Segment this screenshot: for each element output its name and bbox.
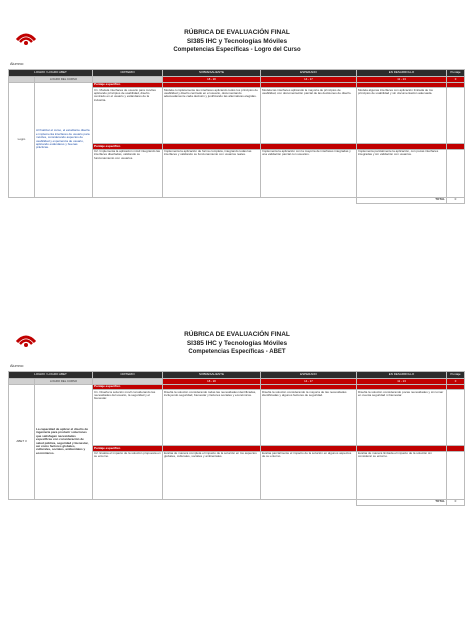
total-label: TOTAL [357, 499, 447, 505]
header-logro: LOGRO / LOGRO ABET [9, 372, 93, 379]
level-sobresaliente: Diseña la solución considerando todas las necesidades identificadas, incluyendo seguridad, bienestar y factores sociales y económicos. [163, 390, 261, 446]
rubric-subtitle: Competencias Específicas - Logro del Curso [173, 47, 301, 53]
total-value: 0 [447, 499, 465, 505]
header-en-desarrollo: EN DESARROLLO [357, 70, 447, 77]
level-sobresaliente: Evalúa de manera completa el impacto de la solución en los aspectos globales, culturales, sociales y ambientales. [163, 451, 261, 499]
rubric-page-2 [8, 318, 466, 618]
rubric-page-1 [8, 16, 466, 316]
header-sobresaliente: SOBRESALIENTE [163, 70, 261, 77]
rubric-table [8, 69, 465, 204]
rubric-title: RÚBRICA DE EVALUACIÓN FINAL [184, 29, 290, 36]
header-criterio: CRITERIO [93, 372, 163, 379]
level-esperado: Modela las interfaces aplicando la mayoría de principios de usabilidad, con documentación parcial de las decisiones de diseño. [261, 88, 357, 144]
criterion-text: C1. Diseña la solución móvil considerando las necesidades del usuario, la seguridad y el bienestar. [93, 390, 163, 446]
range-en-desarrollo: 11 - 13 [357, 379, 447, 385]
level-esperado: Evalúa parcialmente el impacto de la solución en algunos aspectos de su entorno. [261, 451, 357, 499]
level-esperado: Diseña la solución considerando la mayoría de las necesidades identificadas y algunos factores de seguridad. [261, 390, 357, 446]
logro-description: La capacidad de aplicar el diseño de ingeniería para producir soluciones que satisfagan necesidades específicas con consideración de salud pública, seguridad y bienestar, así como factores globales, culturales, sociales, ambientales y económicos. [35, 384, 93, 499]
rubric-subtitle: Competencias Específicas - ABET [188, 349, 286, 355]
level-en-desarrollo: Evalúa de manera limitada el impacto de la solución sin considerar su entorno. [357, 451, 447, 499]
total-value: 0 [447, 197, 465, 203]
logro-side-label: Logro [9, 82, 35, 197]
criterion-text: C2. Implementa la aplicación móvil integrando las interfaces diseñadas, validando su funcionamiento con usuarios. [93, 149, 163, 197]
criterion-text: C1. Modela interfaces de usuario para móviles aplicando principios de usabilidad, diseño centrado en el usuario y estándares de la industria. [93, 88, 163, 144]
level-en-desarrollo: Modela algunas interfaces con aplicación limitada de los principios de usabilidad y sin documentación adecuada. [357, 88, 447, 144]
rubric-table [8, 371, 465, 506]
range-zero: 0 [447, 77, 465, 83]
logro-description: Al finalizar el curso, el estudiante diseña e implementa interfaces de usuario para móviles, considerando aspectos de usabilidad y experiencia de usuario, aplicando estándares y buenas prácticas. [35, 82, 93, 197]
header-criterio: CRITERIO [93, 70, 163, 77]
subheader-logro-curso: LOGRO DEL CURSO [35, 379, 93, 385]
range-esperado: 14 - 17 [261, 379, 357, 385]
total-label: TOTAL [357, 197, 447, 203]
row-label: Puntaje específico [93, 446, 163, 452]
logro-side-label: ABET 3 [9, 384, 35, 499]
range-esperado: 14 - 17 [261, 77, 357, 83]
course-name: SI385 IHC y Tecnologías Móviles [186, 38, 288, 45]
rubric-title: RÚBRICA DE EVALUACIÓN FINAL [184, 331, 290, 338]
header-esperado: ESPERADO [261, 372, 357, 379]
level-en-desarrollo: Diseña la solución considerando pocas necesidades y sin tomar en cuenta seguridad ni bienestar. [357, 390, 447, 446]
level-en-desarrollo: Implementa parcialmente la aplicación, con pocas interfaces integradas y sin validación con usuarios. [357, 149, 447, 197]
header-puntaje: Puntaje [447, 70, 465, 77]
student-label: Alumno: [10, 62, 24, 66]
range-en-desarrollo: 11 - 13 [357, 77, 447, 83]
header-puntaje: Puntaje [447, 372, 465, 379]
student-label: Alumno: [10, 364, 24, 368]
range-sobresaliente: 18 - 20 [163, 77, 261, 83]
row-label: Puntaje específico [93, 384, 163, 390]
level-esperado: Implementa la aplicación con la mayoría de interfaces integradas y una validación parcial con usuarios. [261, 149, 357, 197]
range-sobresaliente: 18 - 20 [163, 379, 261, 385]
course-name: SI385 IHC y Tecnologías Móviles [186, 340, 288, 347]
row-label: Puntaje específico [93, 144, 163, 150]
level-sobresaliente: Modela completamente las interfaces aplicando todos los principios de usabilidad y diseño centrado en el usuario, documentando adecuadamente cada decisión y justificando las alternativas elegidas. [163, 88, 261, 144]
header-en-desarrollo: EN DESARROLLO [357, 372, 447, 379]
row-label: Puntaje específico [93, 82, 163, 88]
criterion-text: C2. Evalúa el impacto de la solución propuesta en su entorno. [93, 451, 163, 499]
level-sobresaliente: Implementa la aplicación de forma completa, integrando todas las interfaces y validando su funcionamiento con usuarios reales. [163, 149, 261, 197]
subheader-logro-curso: LOGRO DEL CURSO [35, 77, 93, 83]
header-logro: LOGRO / LOGRO ABET [9, 70, 93, 77]
range-zero: 0 [447, 379, 465, 385]
header-sobresaliente: SOBRESALIENTE [163, 372, 261, 379]
header-esperado: ESPERADO [261, 70, 357, 77]
